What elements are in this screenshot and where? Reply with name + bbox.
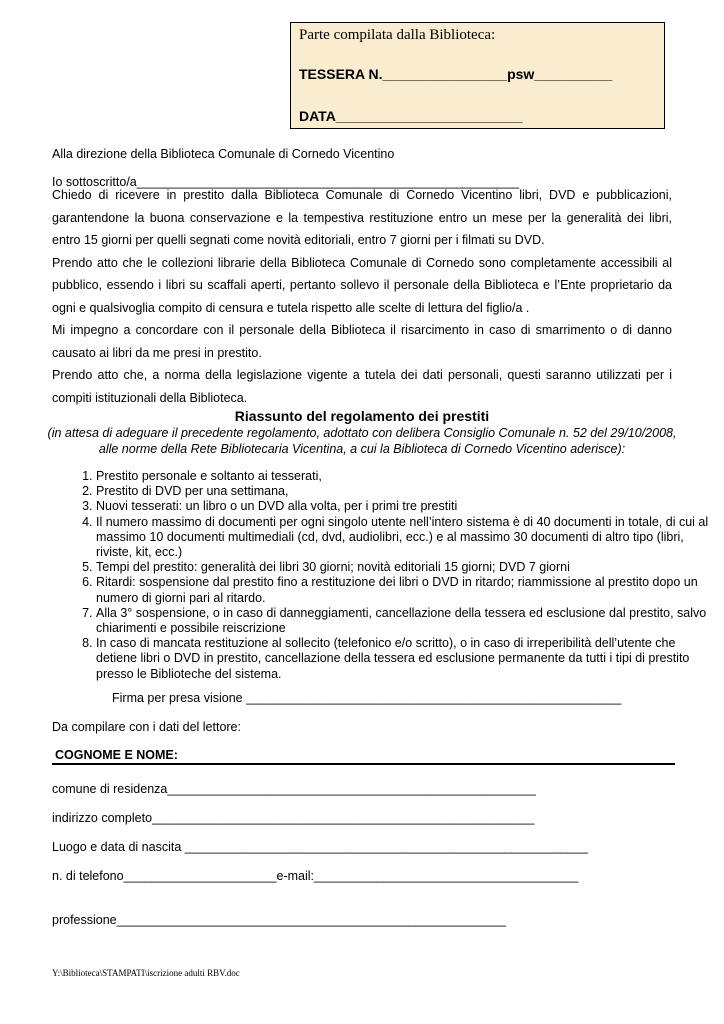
list-item: 5. Tempi del prestito: generalità dei libri 30 giorni; novità editoriali 15 giorni; DVD 7 giorni: [96, 560, 716, 575]
regolamento-list: [52, 469, 716, 682]
regolamento-subtitle: (in attesa di adeguare il precedente regolamento, adottato con delibera Consiglio Comunale n. 52 del 29/10/2008, alle norme della Rete Bibliotecaria Vicentina, a cui la Biblioteca di Cornedo Vicentino aderisce):: [47, 426, 677, 456]
cognome-nome-field[interactable]: COGNOME E NOME:: [52, 747, 675, 765]
file-path-footer: Y:\Biblioteca\STAMPATI\iscrizione adulti RBV.doc: [52, 968, 240, 978]
regolamento-title: Riassunto del regolamento dei prestiti: [234, 408, 490, 424]
paragraph: Prendo atto che le collezioni librarie della Biblioteca Comunale di Cornedo sono completamente accessibili al pubblico, essendo i libri su scaffali aperti, pertanto sollevo il personale della Biblioteca e l’Ente proprietario da ogni e qualsivoglia compito di censura e tutela rispetto alle scelte di lettura del figlio/a .: [52, 255, 672, 315]
box-title: Parte compilata dalla Biblioteca:: [299, 27, 496, 43]
list-item: 7. Alla 3° sospensione, o in caso di danneggiamenti, cancellazione della tessera ed esclusione dal prestito, salvo chiarimenti e possibile reiscrizione: [96, 606, 716, 636]
sottoscritto-field[interactable]: Io sottoscritto/a_______________________________________________________: [52, 175, 520, 189]
professione-field[interactable]: professione________________________________________________________: [52, 913, 506, 927]
comune-field[interactable]: comune di residenza_____________________________________________________: [52, 782, 536, 796]
tessera-field[interactable]: TESSERA N.________________psw__________: [299, 66, 613, 82]
luogo-nascita-field[interactable]: Luogo e data di nascita __________________________________________________________: [52, 840, 588, 854]
addressee: Alla direzione della Biblioteca Comunale di Cornedo Vicentino: [52, 147, 395, 161]
telefono-email-field[interactable]: n. di telefono______________________e-mail:______________________________________: [52, 869, 579, 883]
firma-field[interactable]: Firma per presa visione ______________________________________________________: [112, 691, 622, 705]
list-item: 4. Il numero massimo di documenti per ogni singolo utente nell’intero sistema è di 40 documenti in totale, di cui al massimo 10 documenti multimediali (cd, dvd, audiolibri, ecc.) e al massimo 30 documenti di altro tipo (libri, riviste, kit, ecc.): [96, 515, 716, 561]
paragraph: Prendo atto che, a norma della legislazione vigente a tutela dei dati personali, questi saranno utilizzati per i compiti istituzionali della Biblioteca.: [52, 368, 672, 405]
list-item: 3. Nuovi tesserati: un libro o un DVD alla volta, per i primi tre prestiti: [96, 499, 716, 514]
list-item: 6. Ritardi: sospensione dal prestito fino a restituzione dei libri o DVD in ritardo; riammissione al prestito dopo un numero di giorni pari al ritardo.: [96, 575, 716, 605]
list-item: 2. Prestito di DVD per una settimana,: [96, 484, 716, 499]
library-use-box: [290, 22, 665, 129]
indirizzo-field[interactable]: indirizzo completo_______________________________________________________: [52, 811, 535, 825]
paragraph: Chiedo di ricevere in prestito dalla Biblioteca Comunale di Cornedo Vicentino libri, DVD e pubblicazioni, garantendone la buona conservazione e la tempestiva restituzione entro un mese per la generalità dei libri, entro 15 giorni per quelli segnati come novità editoriali, entro 7 giorni per i filmati su DVD.: [52, 188, 672, 247]
declaration-text: [52, 184, 672, 409]
data-field[interactable]: DATA________________________: [299, 108, 523, 124]
compilare-label: Da compilare con i dati del lettore:: [52, 720, 241, 734]
list-item: 1. Prestito personale e soltanto ai tesserati,: [96, 469, 716, 484]
paragraph: Mi impegno a concordare con il personale della Biblioteca il risarcimento in caso di smarrimento o di danno causato ai libri da me presi in prestito.: [52, 323, 672, 360]
list-item: 8. In caso di mancata restituzione al sollecito (telefonico e/o scritto), o in caso di irreperibilità dell’utente che detiene libri o DVD in prestito, cancellazione della tessera ed esclusione permanente da tutti i tipi di prestito presso le Biblioteche del sistema.: [96, 636, 716, 682]
